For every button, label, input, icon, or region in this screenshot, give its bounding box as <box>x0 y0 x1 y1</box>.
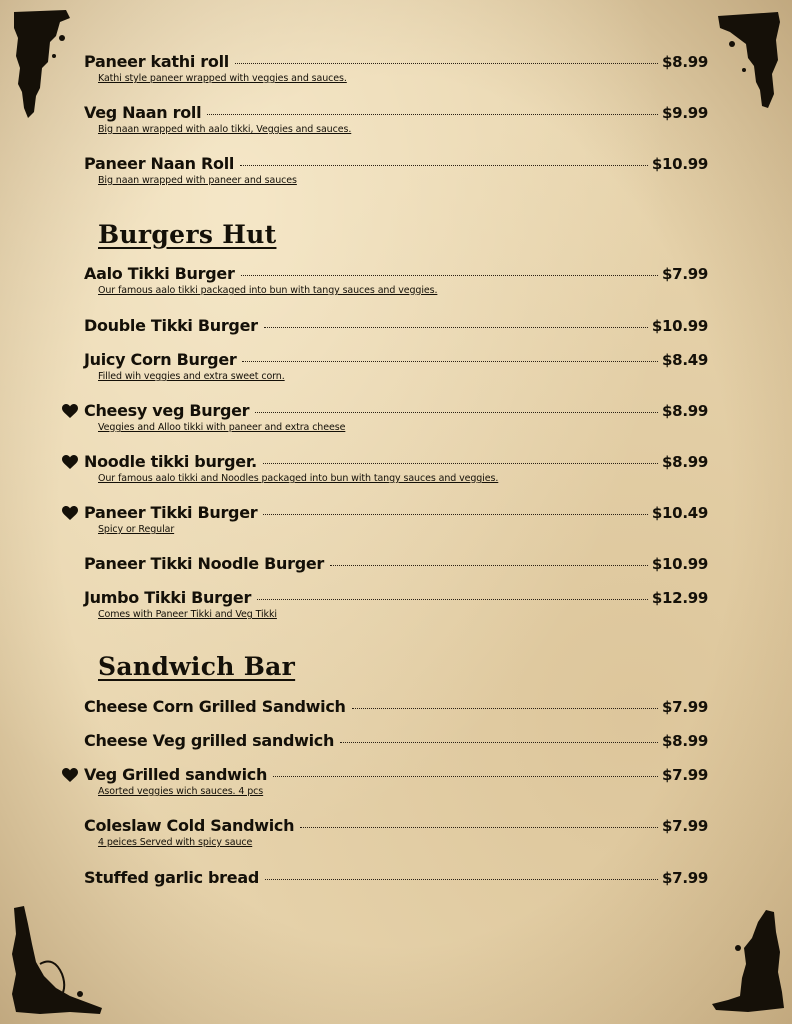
dot-leader <box>264 327 648 328</box>
dot-leader <box>300 827 658 828</box>
item-price: $7.99 <box>662 265 708 283</box>
top-left-ink-decoration <box>10 8 72 120</box>
menu-item <box>84 731 708 753</box>
item-name: Jumbo Tikki Burger <box>84 588 252 607</box>
bottom-right-ink-decoration <box>708 908 786 1014</box>
item-name: Stuffed garlic bread <box>84 868 259 887</box>
menu-item <box>84 588 708 620</box>
item-price: $8.99 <box>662 732 708 750</box>
menu-item <box>84 350 708 382</box>
item-price: $7.99 <box>662 817 708 835</box>
item-name: Cheesy veg Burger <box>84 401 250 420</box>
dot-leader <box>235 63 658 64</box>
dot-leader <box>240 165 648 166</box>
heart-icon <box>62 768 78 783</box>
item-price: $8.99 <box>662 53 708 71</box>
dot-leader <box>242 361 658 362</box>
section-title-sandwiches: Sandwich Bar <box>98 652 296 681</box>
item-name: Cheese Corn Grilled Sandwich <box>84 697 346 716</box>
menu-item <box>84 503 708 535</box>
item-description: Comes with Paneer Tikki and Veg Tikki <box>98 609 277 620</box>
item-name: Paneer Tikki Burger <box>84 503 258 522</box>
item-name: Paneer Naan Roll <box>84 154 235 173</box>
top-right-ink-decoration <box>716 10 782 114</box>
dot-leader <box>263 514 648 515</box>
item-name: Paneer kathi roll <box>84 52 229 71</box>
dot-leader <box>241 275 659 276</box>
item-price: $10.99 <box>651 555 708 573</box>
menu-item <box>84 452 708 484</box>
dot-leader <box>340 742 658 743</box>
item-description: Asorted veggies wich sauces. 4 pcs <box>98 786 264 797</box>
item-price: $7.99 <box>662 698 708 716</box>
dot-leader <box>273 776 658 777</box>
menu-item <box>84 868 708 890</box>
menu-item <box>84 316 708 338</box>
menu-item <box>84 103 708 135</box>
dot-leader <box>263 463 658 464</box>
menu-item <box>84 697 708 719</box>
item-name: Juicy Corn Burger <box>84 350 237 369</box>
bottom-left-ink-decoration <box>10 904 104 1016</box>
heart-icon <box>62 506 78 521</box>
menu-item <box>84 154 708 186</box>
item-name: Veg Naan roll <box>84 103 202 122</box>
item-price: $8.99 <box>662 453 708 471</box>
item-description: Big naan wrapped with paneer and sauces <box>98 175 297 186</box>
dot-leader <box>207 114 658 115</box>
item-description: Big naan wrapped with aalo tikki, Veggies and sauces. <box>98 124 352 135</box>
dot-leader <box>265 879 658 880</box>
menu-item <box>84 52 708 84</box>
item-description: Filled wih veggies and extra sweet corn. <box>98 371 285 382</box>
item-name: Aalo Tikki Burger <box>84 264 235 283</box>
item-price: $8.99 <box>662 402 708 420</box>
item-description: Veggies and Alloo tikki with paneer and extra cheese <box>98 422 346 433</box>
section-title-burgers: Burgers Hut <box>98 220 277 249</box>
item-price: $7.99 <box>662 869 708 887</box>
item-name: Veg Grilled sandwich <box>84 765 268 784</box>
item-price: $8.49 <box>662 351 708 369</box>
menu-item <box>84 401 708 433</box>
menu-item <box>84 264 708 296</box>
item-price: $10.99 <box>651 155 708 173</box>
dot-leader <box>255 412 658 413</box>
item-description: Our famous aalo tikki and Noodles packaged into bun with tangy sauces and veggies. <box>98 473 499 484</box>
item-name: Paneer Tikki Noodle Burger <box>84 554 324 573</box>
item-price: $7.99 <box>662 766 708 784</box>
item-price: $12.99 <box>651 589 708 607</box>
item-name: Cheese Veg grilled sandwich <box>84 731 335 750</box>
item-price: $10.49 <box>651 504 708 522</box>
item-description: 4 peices Served with spicy sauce <box>98 837 253 848</box>
item-description: Kathi style paneer wrapped with veggies and sauces. <box>98 73 347 84</box>
item-price: $10.99 <box>651 317 708 335</box>
menu-item <box>84 554 708 576</box>
item-name: Coleslaw Cold Sandwich <box>84 816 295 835</box>
menu-item <box>84 765 708 797</box>
item-description: Spicy or Regular <box>98 524 175 535</box>
item-name: Noodle tikki burger. <box>84 452 257 471</box>
item-name: Double Tikki Burger <box>84 316 258 335</box>
dot-leader <box>352 708 658 709</box>
heart-icon <box>62 404 78 419</box>
item-price: $9.99 <box>662 104 708 122</box>
item-description: Our famous aalo tikki packaged into bun with tangy sauces and veggies. <box>98 285 438 296</box>
dot-leader <box>257 599 648 600</box>
menu-item <box>84 816 708 848</box>
dot-leader <box>330 565 648 566</box>
heart-icon <box>62 455 78 470</box>
